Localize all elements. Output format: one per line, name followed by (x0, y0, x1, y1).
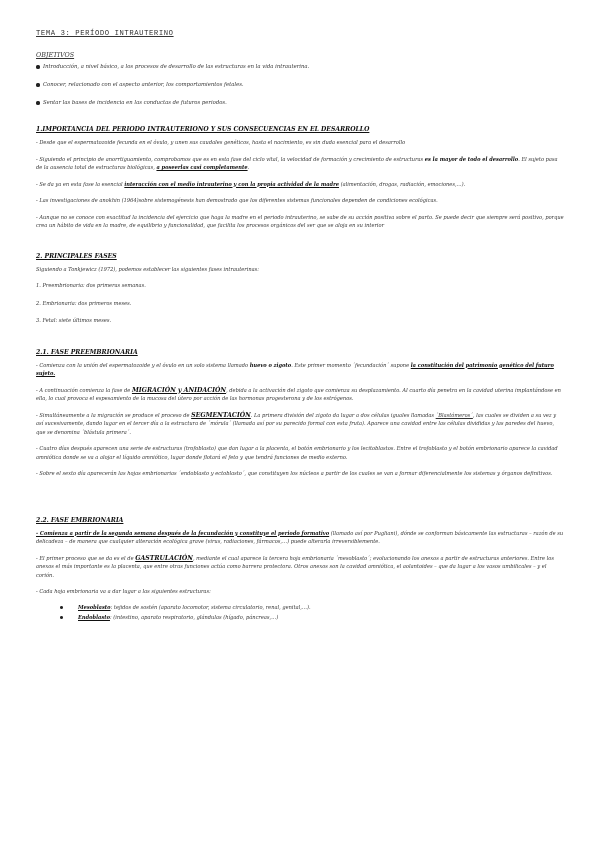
section-2-1-paragraph: - Comienza con la unión del espermatozoide y el óvulo en un solo sistema llamado huevo o zigoto. Este primer momento ´fecundación´ supone la constitución del patrimonio genético del futuro sujeto. (36, 362, 554, 377)
section-2-2-paragraph: - El primer proceso que se da es el de GASTRULACIÓN, mediante el cual aparece la tercera hoja embrionaria ´mesoblasto´; evolucionando los anexos a partir de estructuras anteriores. Entre los anexos el más importante es la placenta, que entre otras funciones actúa como barrera protectora. Otros anexos son la cavidad amniótica, el aolantoides – que da lugar a los vasos umbilicales – y el corión. (36, 554, 554, 579)
bullet-icon (36, 83, 40, 87)
structures-list (36, 605, 564, 622)
section-2-1-title: 2.1. FASE PREEMBRIONARIA (36, 348, 138, 356)
document-header: TEMA 3: PERÍODO INTRAUTERINO (36, 30, 174, 38)
section-2-intro: Siguiendo a Tonkjewicz (1972), podemos establecer las siguientes fases intrauterinas: (36, 266, 259, 273)
section-2-1-paragraph: - Sobre el sexto día aparecerán las hojas embrionarias ´endoblasto y ectoblasto´, que constituyen los núcleos a partir de los cuales se van a formar diferencialmente los sistemas y órganos definitivos. (36, 471, 553, 477)
section-1-paragraph: - Siguiendo el principio de anorrtiguamiento, comprobamos que es en esta fase del ciclo vital, la velocidad de formación y crecimiento de estructuras es la mayor de todo el desarrollo. El sujeto pasa de la ausencia total de estructuras biológicas, a poseerlas casi completamente. (36, 156, 558, 171)
objective-item: Conocer, relacionado con el aspecto anterior, los comportamientos fetales. (36, 82, 564, 89)
structure-item: Endoblasto: (intestino, aparato respiratorio, glándulas (hígado, páncreas,…) (60, 615, 564, 622)
bullet-icon (36, 101, 40, 105)
section-2-1-paragraph: - Cuatro días después aparecen una serie de estructuras (trofoblasto) que dan lugar a la placenta, el botón embrionario y los lecitoblastos. Entre el trofoblasto y el botón embrionario aparece la cavidad amniótica donde se va a alojar el líquido amniótico, lugar donde flotará el feto y que tendrá funciones de medio externo. (36, 446, 558, 461)
phase-item: 1. Preembrionaria: dos primeras semanas. (36, 283, 146, 289)
section-1-title: 1.IMPORTANCIA DEL PERIODO INTRAUTERIONO Y SUS CONSECUENCIAS EN EL DESARROLLO (36, 126, 370, 133)
document-page (36, 30, 564, 625)
section-2-1-paragraph: - A continuación comienza la fase de MIGRACIÓN y ANIDACIÓN, debida a la activación del zigoto que comienza su desplazamiento. Al cuarto día penetra en la cavidad uterina implantándose en ella, lo cual provoca el espesamiento de la mucosa del útero por acción de las hormonas progesterona y de los estrógenos. (36, 386, 561, 402)
structure-item: Mesoblasto: tejidos de sostén (aparato locomotor, sistema circulatorio, renal, genital,…). (60, 605, 564, 612)
section-2-2-title: 2.2. FASE EMBRIONARIA (36, 516, 124, 524)
section-1-paragraph: - Se da ya en esta fase la esencial interacción con el medio intrauterino y con la propia actividad de la madre (alimentación, drogas, radiación, emociones,…). (36, 181, 466, 188)
objective-item: Sentar las bases de incidencia en las conductas de futuros periodos. (36, 100, 564, 107)
objectives-list (36, 64, 564, 107)
section-2-title: 2. PRINCIPALES FASES (36, 252, 117, 260)
objectives-title: OBJETIVOS (36, 51, 75, 59)
section-1-paragraph: - Aunque no se conoce con exactitud la incidencia del ejercicio que haga la madre en el periodo intrauterino, se sabe de su acción positiva sobre el parto. Se puede decir que siempre será positivo, porque crea un hábito de vida en la madre, de equilibrio y funcionalidad, que facilita los procesos orgánicos del ser que se aloja en su interior (36, 214, 564, 229)
phases-list (36, 282, 564, 326)
bullet-icon (36, 65, 40, 69)
section-2-2-paragraph: - Comienza a partir de la segunda semana después de la fecundación y constituye el periodo formativo (llamado así por Pugliani), dónde se conforman básicamente las estructuras – razón de su delicadeza – de manera que cualquier alteración ecológica grave (virus, radiaciones, fármacos,…) puede alterarla irreversiblemente. (36, 530, 564, 545)
bullet-icon (60, 616, 63, 619)
phase-item: 3. Fetal: siete últimos meses. (36, 318, 112, 324)
section-2-1-paragraph: - Simultáneamente a la migración se produce el proceso de SEGMENTACIÓN. La primera división del zigoto da lugar a dos células iguales llamadas ´Blastómeros´, las cuales se dividen a su vez y así sucesivamente, dando lugar en el tercer día a la estructura de ´mórula´ (llamada así por su parecido formal con esta fruta). Aparece una cavidad entre las células divididas y las paredes del huevo, que se denomina ´blástula primera´. (36, 411, 557, 436)
phase-item: 2. Embrionaria: dos primeros meses. (36, 300, 132, 307)
section-1-paragraph: - Desde que el espermatozoide fecunda en el óvulo, y unen sus caudales genéticos, hasta el nacimiento, es sin duda esencial para el desarrollo (36, 140, 406, 146)
section-2-2-paragraph: - Cada hoja embrionaria va a dar lugar a las siguientes estructuras: (36, 589, 211, 595)
section-1-paragraph: - Las investigaciones de anokhin (1964)sobre sistemogénesis han demostrado que los diferentes sistemas funcionales dependen de condiciones ecológicas. (36, 198, 438, 204)
bullet-icon (60, 606, 63, 609)
objective-item: Introducción, a nivel básico, a los procesos de desarrollo de las estructuras en la vida intrauterina. (36, 64, 564, 71)
